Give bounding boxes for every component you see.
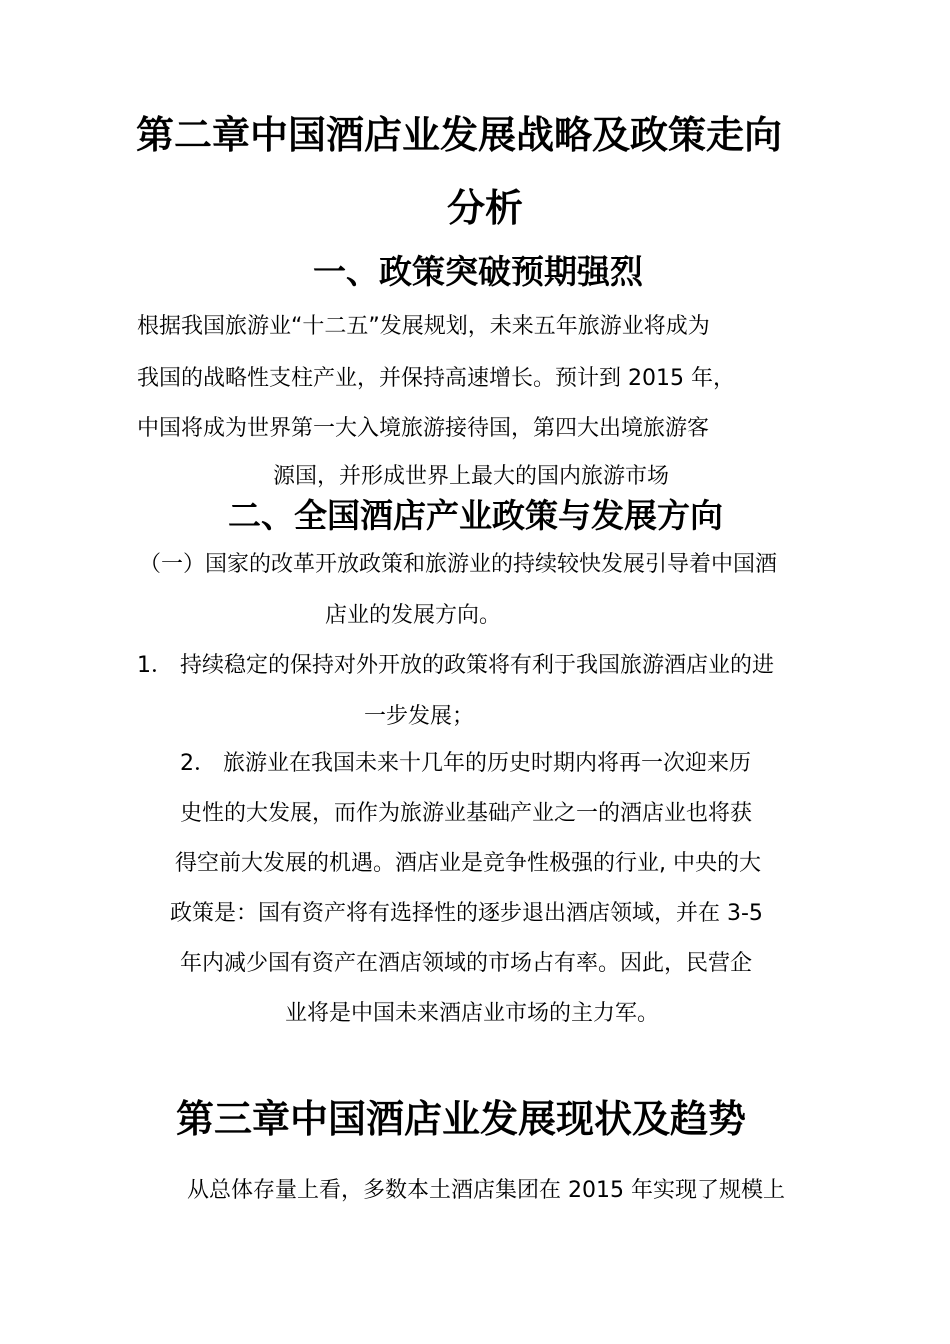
list-item-2-line: 得空前大发展的机遇。酒店业是竞争性极强的行业, 中央的大	[175, 851, 761, 876]
list-item-2-line: 史性的大发展，而作为旅游业基础产业之一的酒店业也将获	[180, 801, 753, 826]
section-1-paragraph-line: 根据我国旅游业“十二五”发展规划，未来五年旅游业将成为	[137, 314, 710, 339]
chapter-2-title-line-1: 第二章中国酒店业发展战略及政策走向	[136, 113, 783, 157]
list-item-2-line: 业将是中国未来酒店业市场的主力军。	[285, 1001, 660, 1026]
chapter-3-paragraph-line: 从总体存量上看，多数本土酒店集团在 2015 年实现了规模上	[187, 1178, 785, 1203]
list-item-1-line: 1． 持续稳定的保持对外开放的政策将有利于我国旅游酒店业的进	[137, 653, 774, 678]
section-1-paragraph-line: 我国的战略性支柱产业，并保持高速增长。预计到 2015 年，	[137, 366, 735, 391]
section-1-paragraph-line: 中国将成为世界第一大入境旅游接待国，第四大出境旅游客	[137, 416, 710, 441]
chapter-2-title-line-2: 分析	[447, 186, 524, 230]
subsection-1-line: 店业的发展方向。	[325, 603, 502, 628]
section-1-heading: 一、政策突破预期强烈	[313, 252, 643, 291]
subsection-1-line: （一）国家的改革开放政策和旅游业的持续较快发展引导着中国酒	[139, 552, 778, 577]
list-item-2-line: 2． 旅游业在我国未来十几年的历史时期内将再一次迎来历	[180, 751, 751, 776]
section-1-paragraph-line: 源国，并形成世界上最大的国内旅游市场	[273, 464, 670, 489]
list-item-2-line: 年内减少国有资产在酒店领域的市场占有率。因此，民营企	[180, 951, 753, 976]
chapter-3-title: 第三章中国酒店业发展现状及趋势	[176, 1097, 747, 1141]
section-2-heading: 二、全国酒店产业政策与发展方向	[228, 496, 723, 535]
list-item-1-line: 一步发展；	[364, 704, 475, 729]
list-item-2-line: 政策是：国有资产将有选择性的逐步退出酒店领域，并在 3-5	[170, 901, 763, 926]
